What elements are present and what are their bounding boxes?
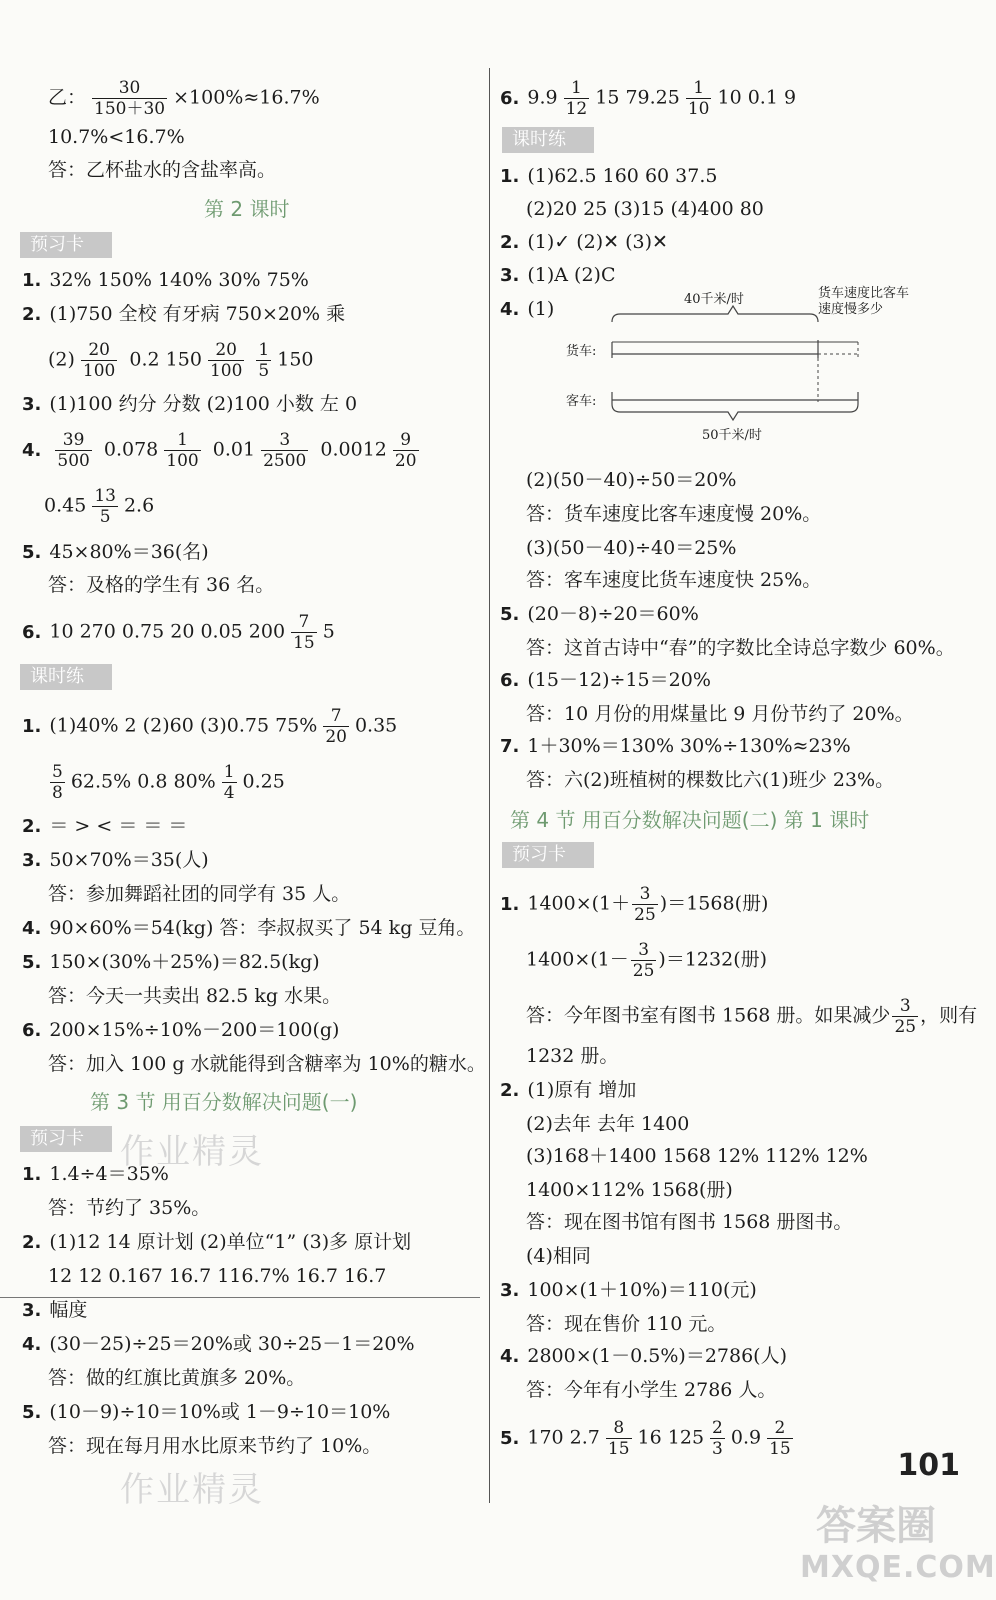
column-divider xyxy=(489,68,490,1503)
diagram-question-label-2: 速度慢多少 xyxy=(818,302,884,317)
r-item-4: 4. (1) xyxy=(500,298,555,320)
diagram-bus-label: 客车: xyxy=(566,394,597,409)
item-6-top: 6. 9.9 $\frac{1}{12}$ 15 79.25 $\frac{1}{10}$ 10 0.1 9 xyxy=(500,78,797,119)
section3-item-2: 2. (1)12 14 原计划 (2)单位“1” (3)多 原计划 xyxy=(22,1231,412,1253)
r-prev-item-1-line2: 1400×(1－ $\frac{3}{25}$ )＝1232(册) xyxy=(526,940,768,981)
preview-card-tag: 预习卡 xyxy=(20,232,112,258)
section3-item-1-answer: 答：节约了 35%。 xyxy=(48,1197,211,1219)
r-prev-item-3-answer: 答：现在售价 110 元。 xyxy=(526,1313,727,1335)
watermark-url: MXQE.COM xyxy=(800,1550,996,1585)
r-prev-item-2: 2. (1)原有 增加 xyxy=(500,1079,637,1101)
watermark: 作业精灵 xyxy=(120,1132,264,1172)
r-item-5: 5. (20－8)÷20＝60% xyxy=(500,603,699,625)
practice-item-3-answer: 答：参加舞蹈社团的同学有 35 人。 xyxy=(48,883,351,905)
r-item-6: 6. (15－12)÷15＝20% xyxy=(500,669,711,691)
r-prev-item-1: 1. 1400×(1＋ $\frac{3}{25}$ )＝1568(册) xyxy=(500,884,769,925)
practice-item-2: 2. ＝ > < ＝ ＝ ＝ xyxy=(22,815,188,837)
watermark-logo: 答案圈 xyxy=(816,1503,936,1549)
line-yi-formula: 乙： $\frac{30}{150+30}$ ×100%≈16.7% xyxy=(48,78,320,119)
section3-item-5: 5. (10－9)÷10＝10%或 1－9÷10＝10% xyxy=(22,1401,391,1423)
r-prev-item-2-f: (4)相同 xyxy=(526,1245,591,1267)
section3-item-1: 1. 1.4÷4＝35% xyxy=(22,1163,169,1185)
r-item-2: 2. (1)✓ (2)✕ (3)✕ xyxy=(500,231,668,253)
r-prev-item-1-answer-cont: 1232 册。 xyxy=(526,1045,619,1067)
r-item-3: 3. (1)A (2)C xyxy=(500,264,616,286)
preview-card-tag-right: 预习卡 xyxy=(502,842,594,868)
r-item-7-answer: 答：六(2)班植树的棵数比六(1)班少 23%。 xyxy=(526,769,895,791)
item-2-part2: (2) $\frac{20}{100}$ 0.2 150 $\frac{20}{100}$ $\frac{1}{5}$ 150 xyxy=(48,340,314,381)
r-prev-item-5: 5. 170 2.7 $\frac{8}{15}$ 16 125 $\frac{2}{3}$ 0.9 $\frac{2}{15}$ xyxy=(500,1418,791,1459)
section3-item-4: 4. (30－25)÷25＝20%或 30÷25－1＝20% xyxy=(22,1333,415,1355)
practice-tag-right: 课时练 xyxy=(502,127,594,153)
diagram-truck-label: 货车: xyxy=(566,344,597,359)
section-3-heading: 第 3 节 用百分数解决问题(一) xyxy=(90,1090,358,1114)
diagram-top-label: 40千米/时 xyxy=(684,292,744,307)
section3-item-3: 3. 幅度 xyxy=(22,1299,88,1321)
section3-item-2-part2: 12 12 0.167 16.7 116.7% 16.7 16.7 xyxy=(48,1265,387,1287)
section3-item-5-answer: 答：现在每月用水比原来节约了 10%。 xyxy=(48,1435,382,1457)
item-2: 2. (1)750 全校 有牙病 750×20% 乘 xyxy=(22,303,346,325)
r-prev-item-2-c: (3)168＋1400 1568 12% 112% 12% xyxy=(526,1145,868,1167)
section3-item-4-answer: 答：做的红旗比黄旗多 20%。 xyxy=(48,1367,306,1389)
practice-item-1: 1. (1)40% 2 (2)60 (3)0.75 75% $\frac{7}{20}$ 0.35 xyxy=(22,706,398,747)
item-4: 4. $\frac{39}{500}$ 0.078 $\frac{1}{100}$ 0.01 $\frac{3}{2500}$ 0.0012 $\frac{9}{20}$ xyxy=(22,430,417,471)
r-item-4-part3-answer: 答：客车速度比货车速度快 25%。 xyxy=(526,569,822,591)
r-item-4-part2: (2)(50－40)÷50＝20% xyxy=(526,469,737,491)
r-item-4-part3: (3)(50－40)÷40＝25% xyxy=(526,537,737,559)
section-4-heading: 第 4 节 用百分数解决问题(二) 第 1 课时 xyxy=(510,808,870,832)
watermark-bottom: 作业精灵 xyxy=(120,1470,264,1510)
r-item-1-part2: (2)20 25 (3)15 (4)400 80 xyxy=(526,198,764,220)
item-3: 3. (1)100 约分 分数 (2)100 小数 左 0 xyxy=(22,393,358,415)
r-prev-item-4: 4. 2800×(1－0.5%)＝2786(人) xyxy=(500,1345,788,1367)
item-5-answer: 答：及格的学生有 36 名。 xyxy=(48,574,275,596)
practice-item-4: 4. 90×60%＝54(kg) 答：李叔叔买了 54 kg 豆角。 xyxy=(22,917,476,939)
r-item-7: 7. 1＋30%＝130% 30%÷130%≈23% xyxy=(500,735,851,757)
r-prev-item-2-b: (2)去年 去年 1400 xyxy=(526,1113,690,1135)
page-number: 101 xyxy=(897,1448,960,1483)
answer-line: 答：乙杯盐水的含盐率高。 xyxy=(48,159,277,181)
practice-item-3: 3. 50×70%＝35(人) xyxy=(22,849,209,871)
r-prev-item-3: 3. 100×(1＋10%)＝110(元) xyxy=(500,1279,757,1301)
item-1: 1. 32% 150% 140% 30% 75% xyxy=(22,269,309,291)
lesson-heading: 第 2 课时 xyxy=(204,197,290,221)
practice-item-1-part2: $\frac{5}{8}$ 62.5% 0.8 80% $\frac{1}{4}$ 0.25 xyxy=(52,762,285,803)
r-prev-item-2-e: 答：现在图书馆有图书 1568 册图书。 xyxy=(526,1211,853,1233)
speed-diagram xyxy=(566,286,910,447)
practice-item-6: 6. 200×15%÷10%－200＝100(g) xyxy=(22,1019,340,1041)
r-prev-item-2-d: 1400×112% 1568(册) xyxy=(526,1179,733,1201)
practice-item-5-answer: 答：今天一共卖出 82.5 kg 水果。 xyxy=(48,985,342,1007)
r-item-6-answer: 答：10 月份的用煤量比 9 月份节约了 20%。 xyxy=(526,703,914,725)
preview-card-tag-2: 预习卡 xyxy=(20,1126,112,1152)
fraction: $\frac{30}{150+30}$ xyxy=(94,78,166,119)
diagram-bottom-label: 50千米/时 xyxy=(702,428,762,443)
compare-line: 10.7%<16.7% xyxy=(48,126,185,148)
diagram-question-label-1: 货车速度比客车 xyxy=(818,286,910,301)
item-4-part2: 0.45 $\frac{13}{5}$ 2.6 xyxy=(44,486,155,527)
item-6: 6. 10 270 0.75 20 0.05 200 $\frac{7}{15}$ 5 xyxy=(22,612,335,653)
r-item-1: 1. (1)62.5 160 60 37.5 xyxy=(500,165,718,187)
r-prev-item-4-answer: 答：今年有小学生 2786 人。 xyxy=(526,1379,777,1401)
item-5: 5. 45×80%＝36(名) xyxy=(22,541,209,563)
r-item-5-answer: 答：这首古诗中“春”的字数比全诗总字数少 60%。 xyxy=(526,637,955,659)
practice-item-5: 5. 150×(30%＋25%)＝82.5(kg) xyxy=(22,951,320,973)
r-item-4-part2-answer: 答：货车速度比客车速度慢 20%。 xyxy=(526,503,822,525)
practice-tag: 课时练 xyxy=(20,664,112,690)
practice-item-6-answer: 答：加入 100 g 水就能得到含糖率为 10%的糖水。 xyxy=(48,1053,486,1075)
r-prev-item-1-answer: 答：今年图书室有图书 1568 册。如果减少 $\frac{3}{25}$ ，则有 xyxy=(526,996,978,1037)
